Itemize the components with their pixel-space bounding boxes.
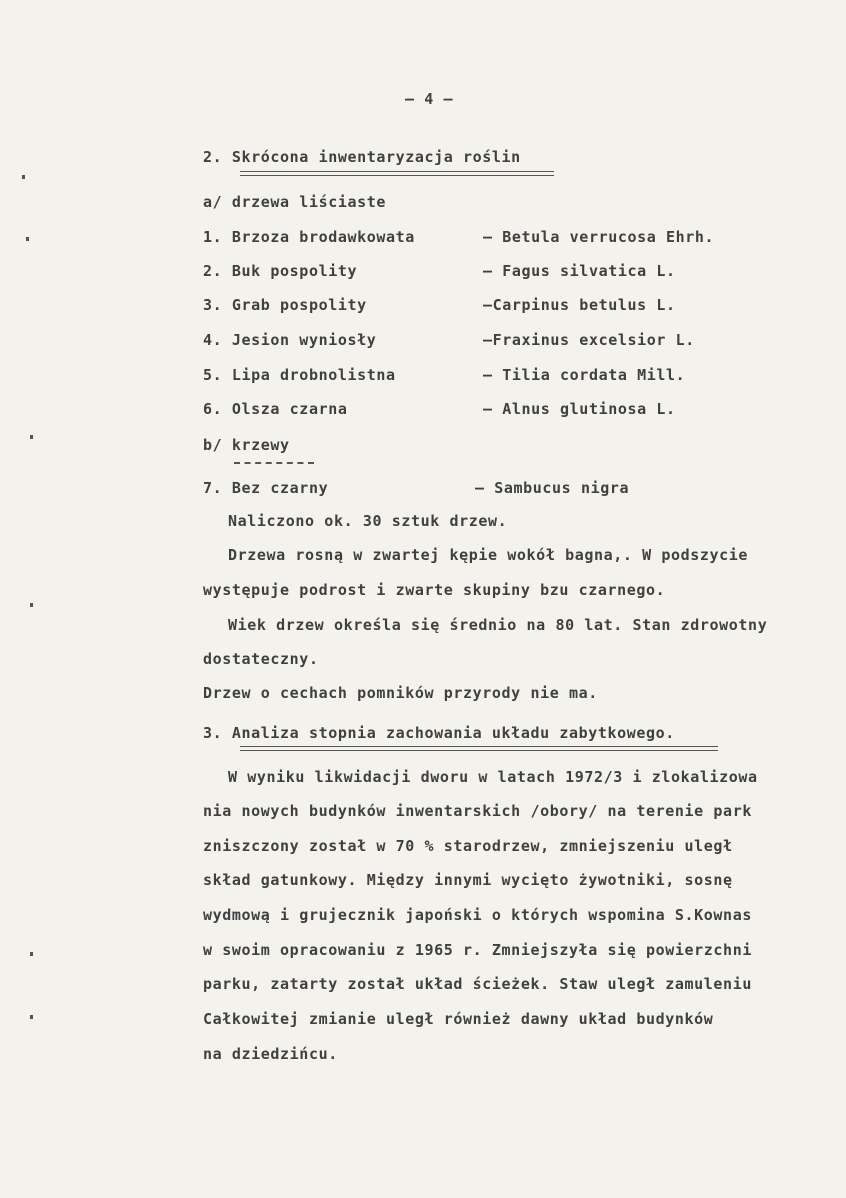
shrub-latin: – Sambucus nigra [475, 479, 630, 497]
paragraph-line: występuje podrost i zwarte skupiny bzu czarnego. [203, 581, 666, 599]
paragraph-line: wydmową i grujecznik japoński o których wspomina S.Kownas [203, 906, 752, 924]
margin-mark [26, 237, 29, 241]
paragraph-line: dostateczny. [203, 650, 319, 668]
paragraph-line: Naliczono ok. 30 sztuk drzew. [228, 512, 508, 530]
margin-mark [30, 435, 33, 439]
tree-name: 2. Buk pospolity [203, 262, 358, 280]
tree-name: 3. Grab pospolity [203, 296, 367, 314]
subsection-label: a/ drzewa liściaste [203, 193, 386, 211]
paragraph-line: W wyniku likwidacji dworu w latach 1972/3 i zlokalizowa [228, 768, 758, 786]
tree-latin: –Fraxinus excelsior L. [483, 331, 695, 349]
margin-mark [30, 603, 33, 607]
subsection-label: b/ krzewy [203, 436, 290, 454]
paragraph-line: nia nowych budynków inwentarskich /obory/ na terenie park [203, 802, 752, 820]
tree-latin: – Tilia cordata Mill. [483, 366, 686, 384]
page-number: – 4 – [405, 90, 454, 108]
paragraph-line: skład gatunkowy. Między innymi wycięto żywotniki, sosnę [203, 871, 733, 889]
tree-latin: – Fagus silvatica L. [483, 262, 676, 280]
paragraph-line: na dziedzińcu. [203, 1045, 338, 1063]
tree-latin: – Alnus glutinosa L. [483, 400, 676, 418]
paragraph-line: parku, zatarty został układ ścieżek. Staw uległ zamuleniu [203, 975, 752, 993]
tree-latin: – Betula verrucosa Ehrh. [483, 228, 715, 246]
margin-mark [30, 1015, 33, 1019]
paragraph-line: Wiek drzew określa się średnio na 80 lat. Stan zdrowotny [228, 616, 768, 634]
margin-mark [30, 952, 33, 956]
heading-underline [240, 171, 554, 176]
paragraph-line: zniszczony został w 70 % starodrzew, zmniejszeniu uległ [203, 837, 733, 855]
tree-name: 5. Lipa drobnolistna [203, 366, 396, 384]
section-heading: 2. Skrócona inwentaryzacja roślin [203, 148, 521, 166]
shrub-name: 7. Bez czarny [203, 479, 329, 497]
paragraph-line: Całkowitej zmianie uległ również dawny układ budynków [203, 1010, 714, 1028]
tree-name: 4. Jesion wyniosły [203, 331, 377, 349]
paragraph-line: Drzew o cechach pomników przyrody nie ma. [203, 684, 598, 702]
tree-latin: –Carpinus betulus L. [483, 296, 676, 314]
tree-name: 6. Olsza czarna [203, 400, 348, 418]
subsection-underline [234, 462, 314, 464]
margin-mark [22, 175, 25, 179]
paragraph-line: w swoim opracowaniu z 1965 r. Zmniejszyła się powierzchni [203, 941, 752, 959]
tree-name: 1. Brzoza brodawkowata [203, 228, 415, 246]
paragraph-line: Drzewa rosną w zwartej kępie wokół bagna,. W podszycie [228, 546, 749, 564]
section-heading: 3. Analiza stopnia zachowania układu zabytkowego. [203, 724, 675, 742]
heading-underline [240, 746, 718, 751]
